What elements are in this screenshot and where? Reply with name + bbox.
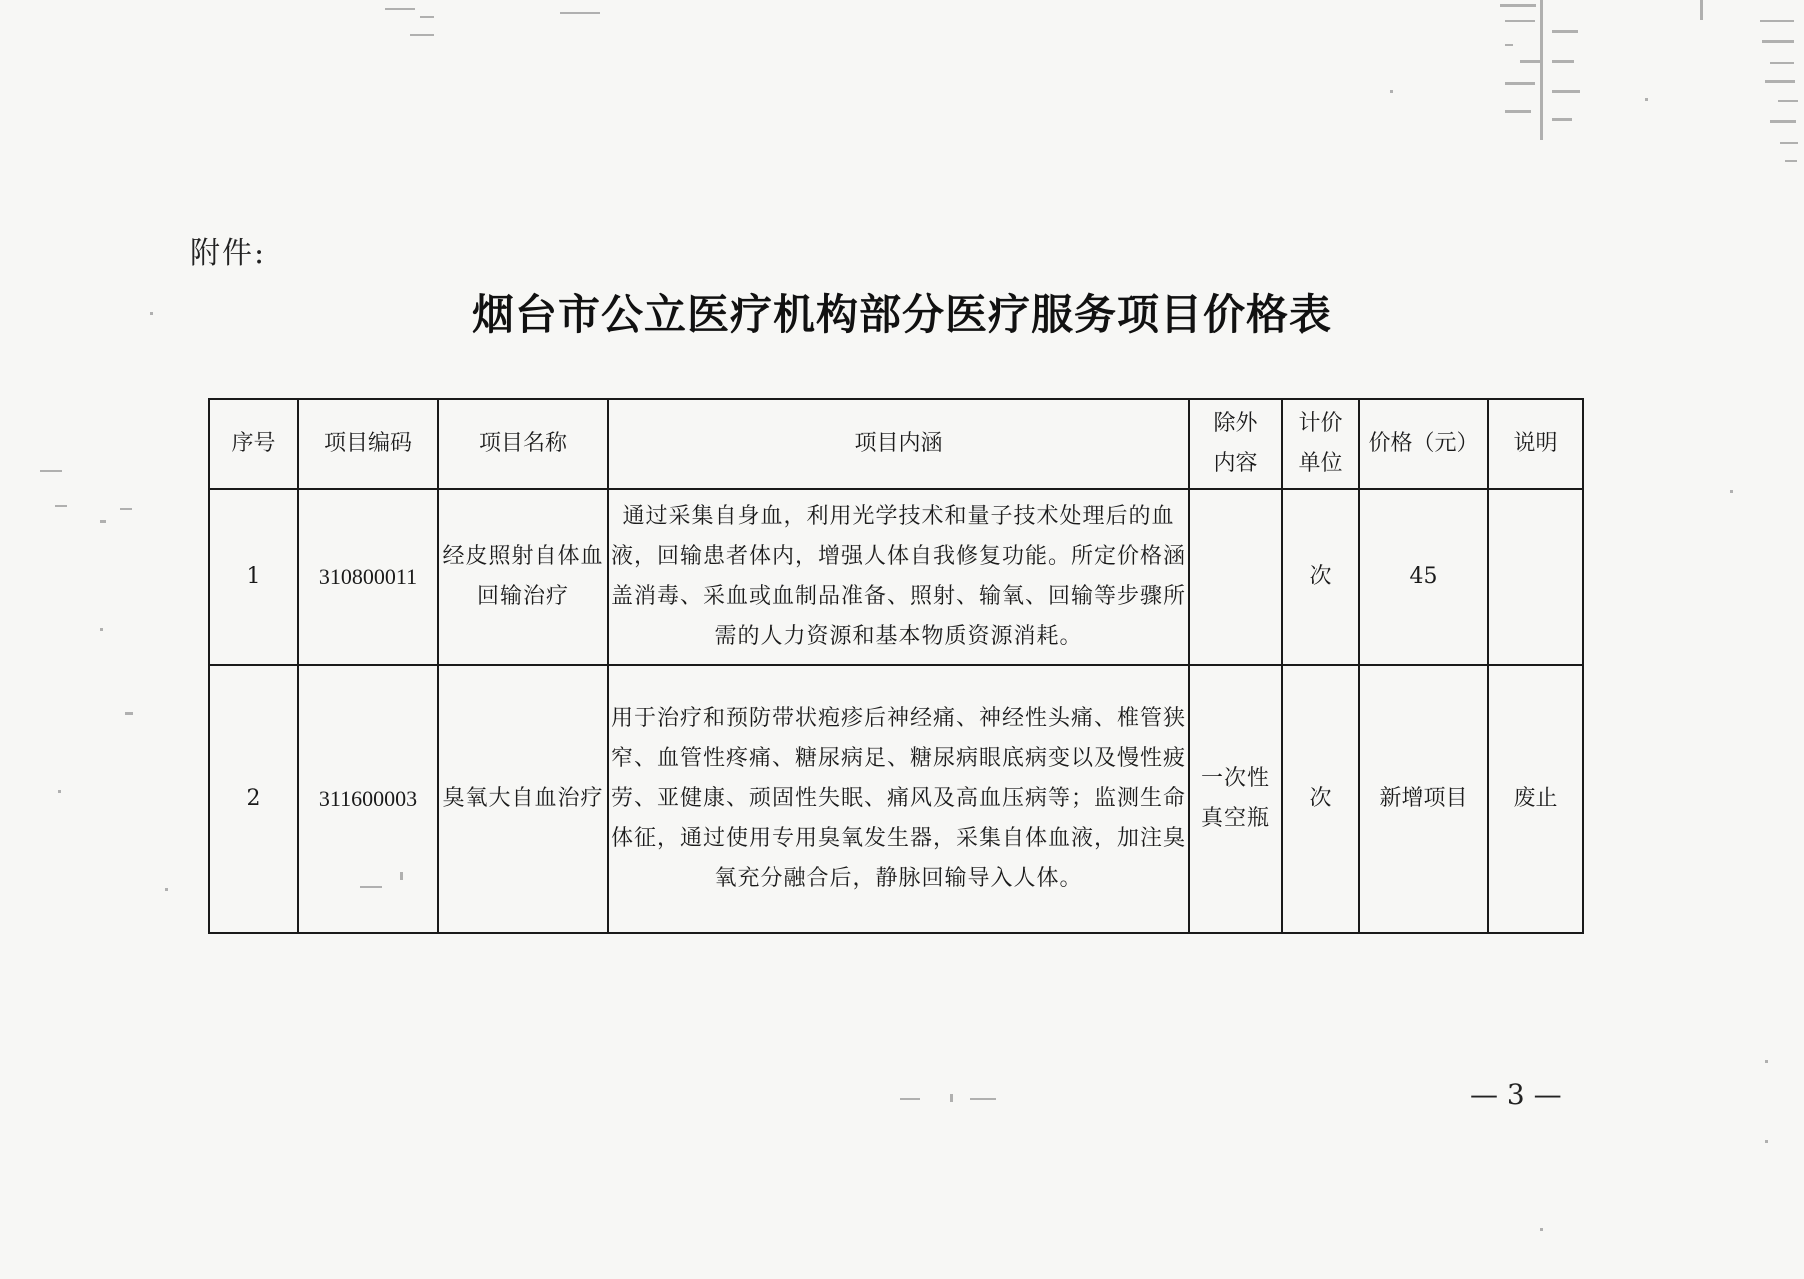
row-unit: 次 [1282,665,1359,933]
row-note [1488,489,1583,665]
table-header-row [209,399,1583,489]
row-excluded [1189,489,1282,665]
row-price: 45 [1359,489,1488,665]
page-number: — 3 — [1470,1078,1562,1111]
row-excluded: 一次性真空瓶 [1189,665,1282,933]
attachment-label: 附件: [190,236,267,271]
header-excluded [1189,399,1282,489]
header-excluded-line-1: 除外 [1213,411,1258,436]
header-name: 项目名称 [438,399,608,489]
row-content: 通过采集自身血，利用光学技术和量子技术处理后的血液，回输患者体内，增强人体自我修复功能。所定价格涵盖消毒、采血或血制品准备、照射、输氧、回输等步骤所需的人力资源和基本物质资源消耗。 [608,489,1189,665]
row-name: 经皮照射自体血回输治疗 [438,489,608,665]
header-unit-line-2: 单位 [1298,451,1343,476]
row-seq: 1 [209,489,298,665]
header-note: 说明 [1488,399,1583,489]
header-unit-line-1: 计价 [1298,411,1343,436]
row-seq: 2 [209,665,298,933]
header-unit [1282,399,1359,489]
header-price: 价格（元） [1359,399,1488,489]
document-title: 烟台市公立医疗机构部分医疗服务项目价格表 [471,290,1332,339]
price-table [208,398,1584,934]
table-row [209,489,1583,665]
header-content: 项目内涵 [608,399,1189,489]
row-code: 310800011 [298,489,438,665]
row-unit: 次 [1282,489,1359,665]
row-code: 311600003 [298,665,438,933]
row-note: 废止 [1488,665,1583,933]
header-excluded-line-2: 内容 [1213,451,1258,476]
row-price: 新增项目 [1359,665,1488,933]
row-content: 用于治疗和预防带状疱疹后神经痛、神经性头痛、椎管狭窄、血管性疼痛、糖尿病足、糖尿病眼底病变以及慢性疲劳、亚健康、顽固性失眠、痛风及高血压病等；监测生命体征，通过使用专用臭氧发生器，采集自体血液，加注臭氧充分融合后，静脉回输导入人体。 [608,665,1189,933]
row-name: 臭氧大自血治疗 [438,665,608,933]
header-code: 项目编码 [298,399,438,489]
table-row [209,665,1583,933]
header-seq: 序号 [209,399,298,489]
